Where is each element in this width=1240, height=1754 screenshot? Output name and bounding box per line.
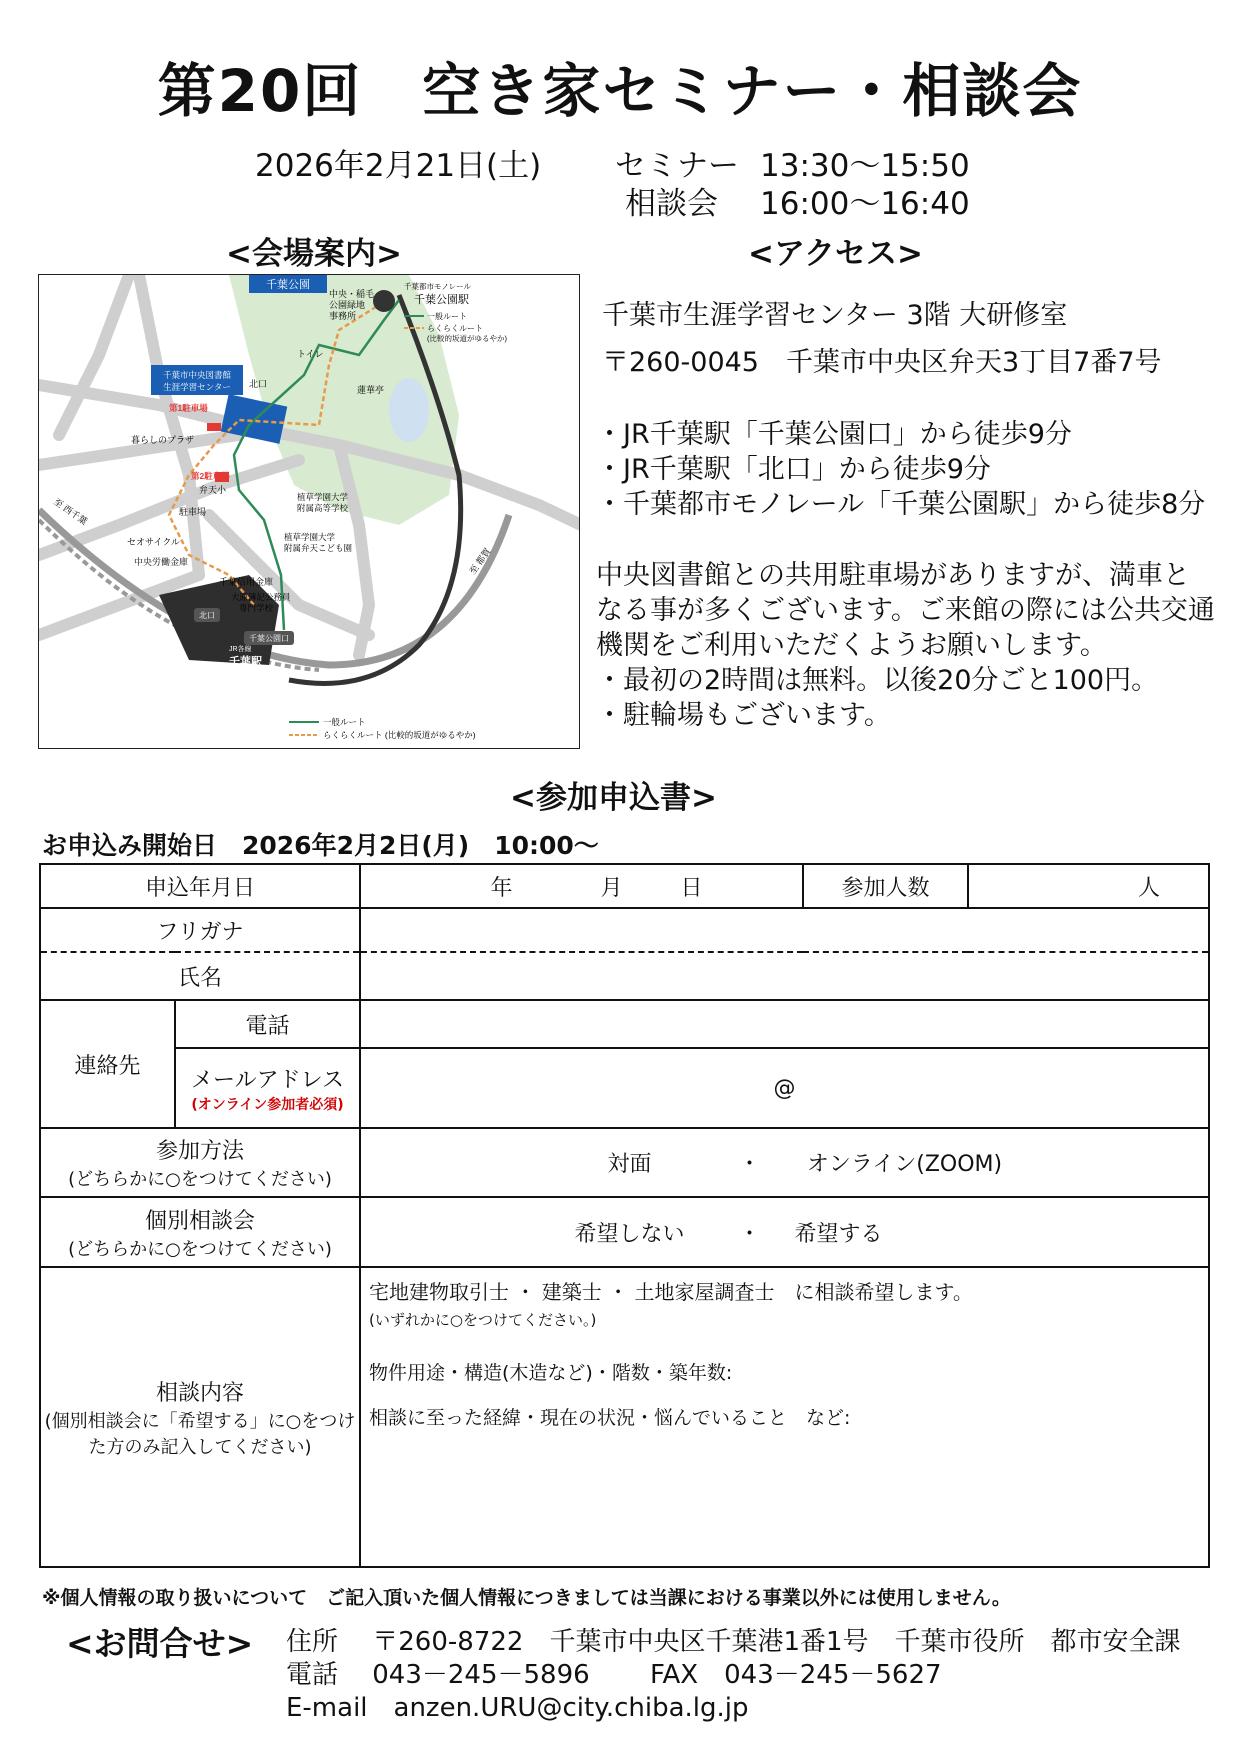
venue-heading: <会場案内> (226, 236, 402, 272)
access-venue: 千葉市生涯学習センター 3階 大研修室 (602, 300, 1068, 331)
individual-label-cell (40, 1197, 360, 1267)
map-label-seo: セオサイクル (127, 537, 180, 547)
phone-label: 電話 (175, 1000, 360, 1048)
application-start-date: お申込み開始日 2026年2月2日(月) 10:00～ (42, 831, 599, 860)
map-label-nishichiba: 至 西千葉 (51, 496, 90, 527)
map-label-office-2: 公園緑地 (329, 300, 366, 310)
station-dot (373, 290, 395, 312)
map-label-ohara-2: 専門学校 (239, 603, 274, 613)
phone-field[interactable] (360, 1000, 1209, 1048)
map-label-park: 千葉公園 (266, 279, 310, 291)
map-label-koenguchi-gate: 千葉公園口 (249, 634, 289, 643)
map-label-office-1: 中央・稲毛 (329, 289, 375, 299)
map-label-bottom-general: 一般ルート (323, 717, 366, 727)
application-form (39, 863, 1210, 1568)
method-label-cell (40, 1128, 360, 1197)
form-heading: <参加申込書> (510, 780, 717, 816)
method-options[interactable] (360, 1128, 1209, 1197)
map-label-shinkin: 千葉信用金庫 (219, 577, 274, 587)
content-note-1: (個別相談会に「希望する」に○をつけ (44, 1410, 356, 1432)
map-label-chiba-station: 千葉駅 (229, 656, 262, 668)
map-label-library-1: 千葉市中央図書館 (162, 370, 232, 380)
map-label-benten: 弁天小 (199, 485, 227, 495)
access-route-3: ・千葉都市モノレール「千葉公園駅」から徒歩8分 (596, 489, 1206, 520)
map-label-legend-general: 一般ルート (427, 312, 467, 321)
map-label-kitaguchi: 北口 (249, 379, 268, 389)
situation-line: 相談に至った経緯・現在の状況・悩んでいること など: (369, 1407, 851, 1429)
month-label: 月 (600, 875, 623, 901)
map-label-toilet: トイレ (297, 349, 324, 359)
pond (389, 378, 429, 442)
method-label: 参加方法 (156, 1139, 245, 1164)
map-label-legend-easy-note: (比較的坂道がゆるやか) (427, 334, 507, 343)
map-label-uekusa-high-1: 植草学園大学 (297, 492, 349, 502)
access-route-2: ・JR千葉駅「北口」から徒歩9分 (596, 454, 991, 485)
parking-line-4: ・最初の2時間は無料。以後20分ごと100円。 (596, 665, 1159, 696)
map-label-office-3: 事務所 (329, 311, 357, 321)
parking-line-2: なる事が多くございます。ご来館の際には公共交通 (596, 595, 1215, 626)
parking1-marker (207, 423, 221, 431)
apply-date-field[interactable] (360, 864, 803, 908)
individual-yes[interactable]: 希望する (794, 1221, 883, 1247)
experts-note: (いずれかに○をつけてください。) (369, 1311, 597, 1329)
content-field[interactable] (360, 1267, 1209, 1567)
map-label-parking1: 第1駐車場 (169, 403, 208, 413)
individual-dot: ・ (738, 1221, 761, 1247)
apply-date-label: 申込年月日 (40, 864, 360, 908)
map-label-uekusa-kids-1: 植草学園大学 (284, 532, 336, 542)
consult-label: 相談会 (625, 186, 718, 222)
map-label-tsuga: 至 都賀 (467, 546, 493, 577)
year-label: 年 (490, 875, 513, 901)
name-field[interactable] (360, 952, 1209, 1000)
seminar-time: 13:30～15:50 (760, 148, 970, 184)
individual-no[interactable]: 希望しない (574, 1221, 685, 1247)
map-label-parking2: 第2駐車場 (191, 471, 230, 481)
map-label-library-2: 生涯学習センター (163, 382, 231, 392)
parking-line-3: 機関をご利用いただくようお願いします。 (596, 630, 1107, 661)
email-field[interactable] (360, 1048, 1209, 1128)
map-label-monorail: 千葉都市モノレール (404, 282, 471, 291)
event-date: 2026年2月21日(土) (255, 148, 542, 184)
content-label-cell (40, 1267, 360, 1567)
property-line: 物件用途・構造(木造など)・階数・築年数: (369, 1362, 733, 1384)
map-label-plaza: 暮らしのプラザ (131, 435, 195, 445)
map-label-bottom-easy: らくらくルート (比較的坂道がゆるやか) (323, 730, 476, 740)
method-note: (どちらかに○をつけてください) (68, 1169, 332, 1190)
method-online[interactable]: オンライン(ZOOM) (806, 1152, 1003, 1177)
name-label: 氏名 (40, 952, 360, 1000)
map-label-uekusa-kids-2: 附属弁天こども園 (284, 543, 353, 553)
parking-line-5: ・駐輪場もございます。 (596, 700, 891, 731)
content-note-2: た方のみ記入してください) (88, 1436, 312, 1458)
person-unit: 人 (1138, 875, 1161, 901)
at-sign: @ (773, 1075, 796, 1101)
participant-count-label: 参加人数 (803, 864, 968, 908)
individual-options[interactable] (360, 1197, 1209, 1267)
map-label-renge: 蓮華亭 (357, 385, 385, 395)
email-label-cell (175, 1048, 360, 1128)
contact-tel-fax: 電話 043－245－5896 FAX 043－245－5627 (286, 1660, 942, 1690)
individual-note: (どちらかに○をつけてください) (68, 1238, 332, 1260)
map-label-parking: 駐車場 (179, 507, 207, 517)
access-heading: <アクセス> (748, 236, 924, 272)
map-label-legend-easy: らくらくルート (427, 324, 483, 333)
method-dot: ・ (738, 1152, 761, 1177)
map-label-kitaguchi-gate: 北口 (199, 611, 215, 620)
map-label-ohara-1: 大原簿記公務員 (231, 592, 291, 602)
seminar-label: セミナー (615, 148, 739, 184)
contact-address: 住所 〒260-8722 千葉市中央区千葉港1番1号 千葉市役所 都市安全課 (286, 1627, 1181, 1657)
furigana-label: フリガナ (40, 908, 360, 952)
day-label: 日 (680, 875, 703, 901)
experts-line: 宅地建物取引士 ・ 建築士 ・ 土地家屋調査士 に相談希望します。 (369, 1280, 973, 1304)
email-required-note: (オンライン参加者必須) (191, 1096, 344, 1113)
contact-heading: <お問合せ> (66, 1624, 254, 1663)
consult-time: 16:00～16:40 (760, 186, 970, 222)
individual-label: 個別相談会 (145, 1208, 256, 1234)
map-label-roudou: 中央労働金庫 (134, 557, 189, 567)
map-label-station-park: 千葉公園駅 (414, 294, 469, 306)
map-label-uekusa-high-2: 附属高等学校 (297, 503, 349, 513)
participant-count-field[interactable] (968, 864, 1209, 908)
page-title: 第20回 空き家セミナー・相談会 (157, 57, 1083, 125)
parking-line-1: 中央図書館との共用駐車場がありますが、満車と (596, 560, 1190, 591)
access-address: 〒260-0045 千葉市中央区弁天3丁目7番7号 (602, 347, 1162, 378)
email-label: メールアドレス (191, 1067, 344, 1093)
map-label-jr-lines: JR各線 (229, 646, 252, 653)
content-label: 相談内容 (156, 1380, 245, 1406)
privacy-note: ※個人情報の取り扱いについて ご記入頂いた個人情報につきましては当課における事業以外には使用しません。 (42, 1587, 1011, 1609)
contact-email: E-mail anzen.URU@city.chiba.lg.jp (286, 1693, 749, 1723)
furigana-field[interactable] (360, 908, 1209, 952)
contact-label: 連絡先 (40, 1000, 175, 1128)
venue-map (38, 274, 580, 749)
access-route-1: ・JR千葉駅「千葉公園口」から徒歩9分 (596, 419, 1072, 450)
method-face[interactable]: 対面 (607, 1152, 652, 1177)
